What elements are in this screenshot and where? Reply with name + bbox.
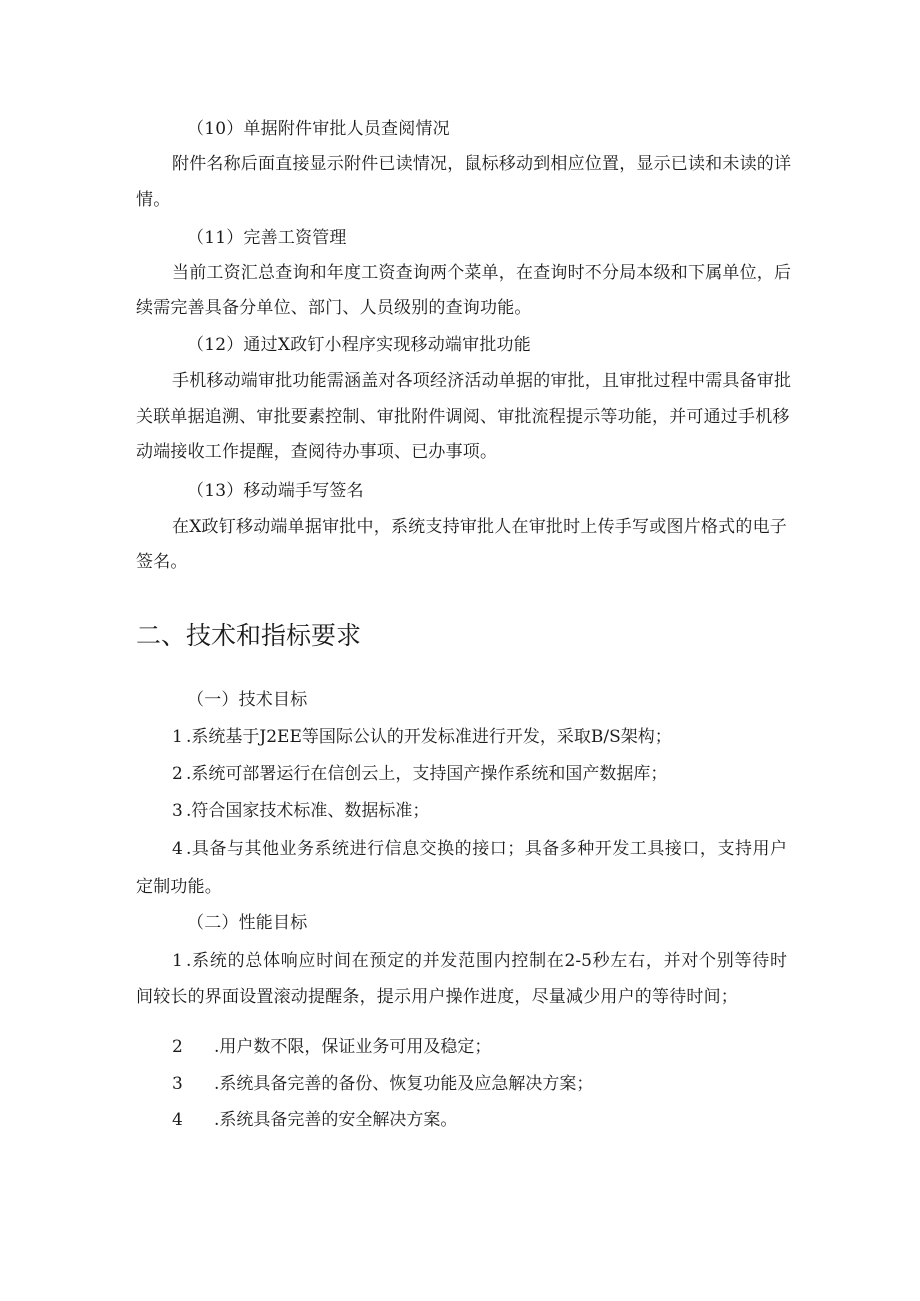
performance-goals-heading: （二）性能目标 — [187, 913, 308, 933]
section-12-para-line-3: 动端接收工作提醒，查阅待办事项、已办事项。 — [136, 442, 498, 462]
perf-item-1-continuation: 间较长的界面设置滚动提醒条，提示用户操作进度，尽量减少用户的等待时间； — [136, 987, 738, 1007]
tech-item-4-continuation: 定制功能。 — [136, 877, 222, 897]
perf-item-4-text: .系统具备完善的安全解决方案。 — [214, 1110, 458, 1130]
tech-item-3-text: .符合国家技术标准、数据标准； — [186, 801, 430, 821]
tech-item-1-number: 1 — [172, 727, 183, 747]
perf-item-3-text: .系统具备完善的备份、恢复功能及应急解决方案； — [214, 1074, 594, 1094]
perf-item-2-number: 2 — [172, 1037, 183, 1057]
section-11-para-line-2: 续需完善具备分单位、部门、人员级别的查询功能。 — [136, 298, 532, 318]
perf-item-2-text: .用户数不限，保证业务可用及稳定； — [214, 1037, 492, 1057]
tech-goals-heading: （一）技术目标 — [187, 690, 308, 710]
tech-item-2-text: .系统可部署运行在信创云上，支持国产操作系统和国产数据库； — [186, 764, 668, 784]
perf-item-4-number: 4 — [172, 1110, 183, 1130]
tech-item-2-number: 2 — [172, 764, 183, 784]
section-10-para-line-1: 附件名称后面直接显示附件已读情况，鼠标移动到相应位置，显示已读和未读的详 — [172, 154, 792, 174]
chapter-2-title: 二、技术和指标要求 — [136, 621, 362, 650]
section-12-heading: （12）通过X政钉小程序实现移动端审批功能 — [187, 335, 531, 355]
tech-item-3-number: 3 — [172, 801, 183, 821]
section-13-heading: （13）移动端手写签名 — [187, 481, 364, 501]
section-10-para-line-2: 情。 — [136, 190, 171, 210]
tech-item-4-text: .具备与其他业务系统进行信息交换的接口；具备多种开发工具接口，支持用户 — [186, 839, 787, 859]
perf-item-1-text: .系统的总体响应时间在预定的并发范围内控制在2-5秒左右，并对个别等待时 — [186, 951, 787, 971]
section-13-para-line-2: 签名。 — [136, 552, 188, 572]
section-10-heading: （10）单据附件审批人员查阅情况 — [187, 119, 450, 139]
tech-item-1-text: .系统基于J2EE等国际公认的开发标准进行开发，采取B/S架构； — [186, 727, 672, 747]
perf-item-1-number: 1 — [172, 951, 183, 971]
section-12-para-line-2: 关联单据追溯、审批要素控制、审批附件调阅、审批流程提示等功能，并可通过手机移 — [136, 407, 790, 427]
tech-item-4-number: 4 — [172, 839, 183, 859]
section-11-para-line-1: 当前工资汇总查询和年度工资查询两个菜单，在查询时不分局本级和下属单位，后 — [172, 263, 792, 283]
section-12-para-line-1: 手机移动端审批功能需涵盖对各项经济活动单据的审批，且审批过程中需具备审批 — [172, 371, 792, 391]
perf-item-3-number: 3 — [172, 1074, 183, 1094]
section-11-heading: （11）完善工资管理 — [187, 228, 347, 248]
section-13-para-line-1: 在X政钉移动端单据审批中，系统支持审批人在审批时上传手写或图片格式的电子 — [172, 517, 787, 537]
